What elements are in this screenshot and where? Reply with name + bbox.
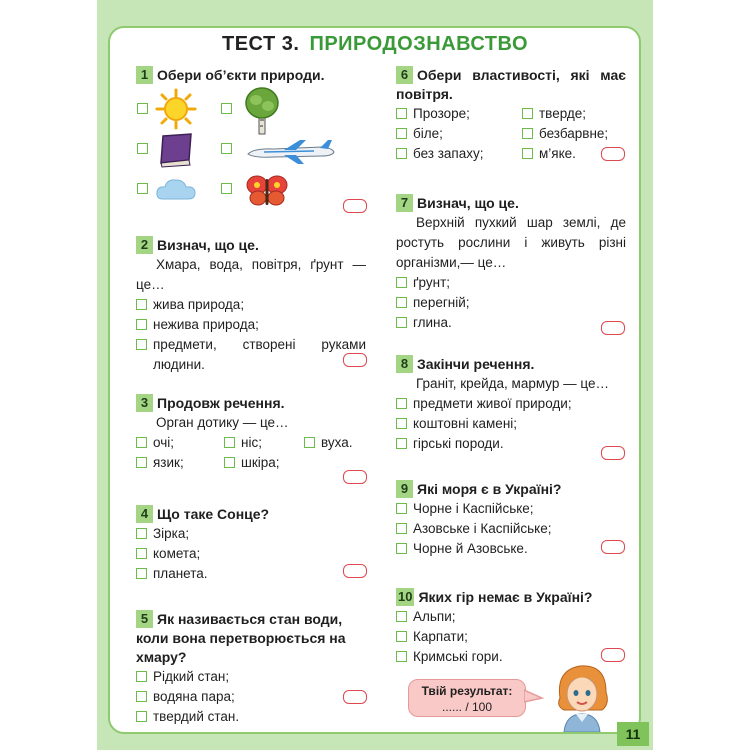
score-box[interactable] [601,147,625,161]
option[interactable]: Зірка; [136,524,366,544]
question-text: Визнач, що це. [157,237,259,253]
question-number: 5 [136,610,153,628]
question-intro: Орган дотику — це… [156,415,289,430]
question-text: Визнач, що це. [417,195,519,211]
question-1 [136,66,366,85]
result-value: ...... / 100 [441,700,493,714]
checkbox-cloud[interactable] [137,183,148,194]
option[interactable]: Кримські гори. [396,647,626,667]
checkbox[interactable] [136,319,147,330]
option[interactable]: Альпи; [396,607,626,627]
title-test: ТЕСТ 3. [222,33,300,55]
checkbox[interactable] [396,317,407,328]
question-text: Закінчи речення. [417,356,535,372]
option[interactable]: предмети, створені руками людини. [136,335,366,375]
sun-icon [155,88,197,130]
checkbox[interactable] [522,108,533,119]
option[interactable]: Рідкий стан; [136,667,366,687]
option[interactable]: м’яке. [522,144,576,164]
page-title [0,33,750,56]
question-number: 10 [398,589,413,604]
checkbox-butterfly[interactable] [221,183,232,194]
question-text: Обери властивості, які має повітря. [396,67,626,102]
checkbox[interactable] [522,128,533,139]
option[interactable]: глина. [396,313,626,333]
question-intro: Верхній пухкий шар землі, де ростуть рослини і живуть різні організми,— це… [396,215,626,270]
checkbox[interactable] [396,108,407,119]
tree-icon [243,86,281,136]
checkbox[interactable] [396,128,407,139]
question-text: Яких гір немає в Україні? [418,589,593,605]
option[interactable]: безбарвне; [522,124,608,144]
question-text: Що таке Сонце? [157,506,270,522]
checkbox[interactable] [396,651,407,662]
score-box[interactable] [343,199,367,213]
score-box[interactable] [343,353,367,367]
question-text: Обери об’єкти природи. [157,67,325,83]
option[interactable]: ніс; [224,433,304,453]
option[interactable]: вуха. [304,433,352,453]
butterfly-icon [244,174,290,208]
option[interactable]: гірські породи. [396,434,626,454]
checkbox[interactable] [396,438,407,449]
title-subject: ПРИРОДОЗНАВСТВО [309,33,528,55]
question-number: 8 [396,355,413,373]
score-box[interactable] [601,321,625,335]
checkbox[interactable] [136,339,147,350]
checkbox[interactable] [396,148,407,159]
question-number: 9 [396,480,413,498]
option[interactable]: язик; [136,453,224,473]
book-icon [155,132,197,168]
question-4 [136,505,366,584]
checkbox[interactable] [396,277,407,288]
checkbox[interactable] [136,671,147,682]
checkbox[interactable] [396,398,407,409]
checkbox-airplane[interactable] [221,143,232,154]
result-label: Твій результат: [421,684,513,698]
option[interactable]: нежива природа; [136,315,366,335]
option[interactable]: без запаху; [396,144,522,164]
option[interactable]: Азовське і Каспійське; [396,519,626,539]
result-box [408,679,526,717]
checkbox[interactable] [396,631,407,642]
question-intro: Хмара, вода, повітря, ґрунт — це… [136,257,366,292]
question-number: 1 [136,66,153,84]
option[interactable]: очі; [136,433,224,453]
checkbox[interactable] [136,457,147,468]
checkbox[interactable] [224,437,235,448]
speech-tail [524,686,544,706]
checkbox[interactable] [136,528,147,539]
checkbox[interactable] [396,523,407,534]
option[interactable]: Прозоре; [396,104,522,124]
checkbox[interactable] [396,418,407,429]
question-7 [396,194,626,333]
option[interactable]: Чорне і Каспійське; [396,499,626,519]
question-text: Продовж речення. [157,395,285,411]
question-intro: Граніт, крейда, мармур — це… [416,376,609,391]
page-number: 11 [617,722,649,746]
option[interactable]: жива природа; [136,295,366,315]
option[interactable]: шкіра; [224,453,280,473]
checkbox[interactable] [396,503,407,514]
option[interactable]: водяна пара; [136,687,366,707]
option[interactable]: твердий стан. [136,707,366,727]
checkbox-tree[interactable] [221,103,232,114]
question-6 [396,66,626,164]
checkbox[interactable] [224,457,235,468]
question-text: Які моря є в Україні? [417,481,562,497]
airplane-icon [244,138,336,166]
checkbox[interactable] [136,437,147,448]
score-box[interactable] [343,690,367,704]
checkbox[interactable] [396,543,407,554]
option[interactable]: планета. [136,564,366,584]
question-text: Як називається стан води, коли вона перетворюється на хмару? [136,611,346,665]
checkbox[interactable] [136,711,147,722]
girl-icon [550,660,616,732]
score-box[interactable] [601,540,625,554]
score-box[interactable] [601,446,625,460]
option[interactable]: комета; [136,544,366,564]
question-number: 4 [136,505,153,523]
checkbox[interactable] [136,568,147,579]
option[interactable]: біле; [396,124,522,144]
cloud-icon [155,176,197,202]
checkbox-sun[interactable] [137,103,148,114]
option[interactable]: Карпати; [396,627,626,647]
question-8 [396,355,626,454]
checkbox[interactable] [522,148,533,159]
question-number: 2 [136,236,153,254]
option[interactable]: ґрунт; [396,273,626,293]
option[interactable]: тверде; [522,104,586,124]
option[interactable]: предмети живої природи; [396,394,626,414]
option[interactable]: Чорне й Азовське. [396,539,626,559]
question-9 [396,480,626,559]
question-number: 7 [396,194,413,212]
checkbox[interactable] [136,691,147,702]
question-number: 3 [136,394,153,412]
option[interactable]: коштовні камені; [396,414,626,434]
question-number: 6 [396,66,413,84]
checkbox-book[interactable] [137,143,148,154]
score-box[interactable] [343,470,367,484]
option[interactable]: перегній; [396,293,626,313]
question-10 [396,588,626,667]
question-5 [136,610,366,727]
checkbox[interactable] [136,299,147,310]
score-box[interactable] [343,564,367,578]
checkbox[interactable] [136,548,147,559]
checkbox[interactable] [396,297,407,308]
question-3 [136,394,366,473]
question-2 [136,236,366,375]
checkbox[interactable] [304,437,315,448]
checkbox[interactable] [396,611,407,622]
